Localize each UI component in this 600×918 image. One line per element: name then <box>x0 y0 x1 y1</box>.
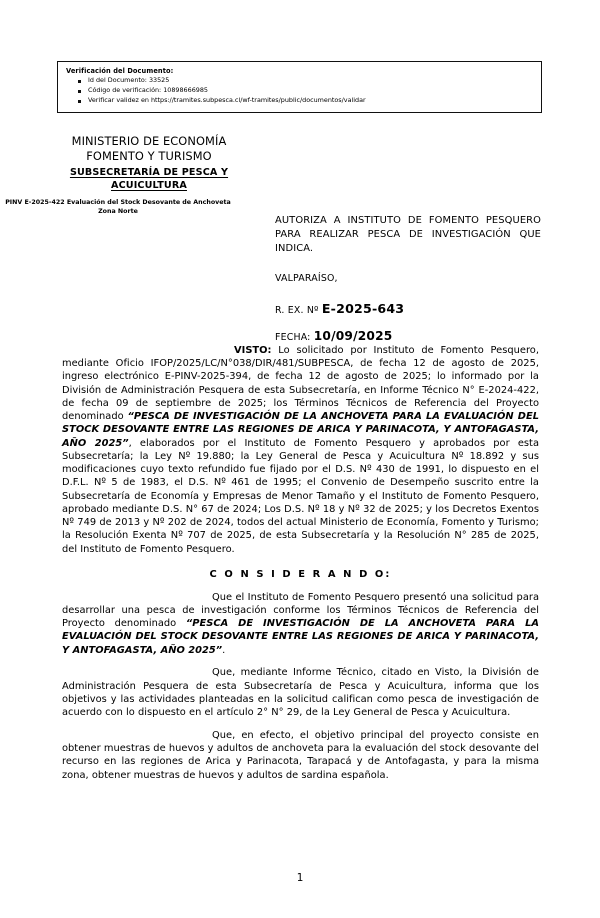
visto-text-part-2: , elaborados por el Instituto de Fomento Pesquero y aprobados por esta Subsecretaría; la Ley Nº 19.880; la Ley General de Pesca y Acuicultura Nº 18.892 y sus modificaciones cuyo texto refundido fue fijado por el D.S. Nº 430 de 1991, lo dispuesto en el D.F.L. Nº 5 de 1983, el D.S. Nº 461 de 1995; el Convenio de Desempeño suscrito entre la Subsecretaría de Economía y Empresas de Menor Tamaño y el Instituto de Fomento Pesquero, aprobado mediante D.S. N° 67 de 2024; Los D.S. Nº 18 y Nº 32 de 2025; y los Decretos Exentos Nº 749 de 2013 y Nº 202 de 2024, todos del actual Ministerio de Economía, Fomento y Turismo; la Resolución Exenta Nº 707 de 2025, de esta Subsecretaría y la Resolución N° 285 de 2025, del Instituto de Fomento Pesquero. <box>62 437 539 555</box>
resolution-number: E-2025-643 <box>321 301 405 317</box>
document-body <box>62 344 539 782</box>
resolution-line <box>275 301 541 316</box>
document-city: VALPARAÍSO, <box>275 273 338 285</box>
date-label: FECHA: <box>275 332 311 344</box>
paragraph-considerando-2: Que, mediante Informe Técnico, citado en Visto, la División de Administración Pesquera de esta Subsecretaría de Pesca y Acuicultura, informa que los objetivos y las actividades planteadas en la solicitud califican como pesca de investigación de acuerdo con lo dispuesto en el artículo 2° N° 29, de la Ley General de Pesca y Acuicultura. <box>62 667 539 719</box>
visto-text-part-1: Lo solicitado por Instituto de Fomento Pesquero, mediante Oficio IFOP/2025/LC/N°038/DIR/481/SUBPESCA, de fecha 12 de agosto de 2025, ingreso electrónico E-PINV-2025-394, de fecha 12 de agosto de 2025; lo informado por la División de Administración Pesquera de esta Subsecretaría, en Informe Técnico N° E-2024-422, de fecha 09 de septiembre de 2025; los Términos Técnicos de Referencia del Proyecto denominado <box>62 345 539 423</box>
considerando-1-text-part-1: Que el Instituto de Fomento Pesquero presentó una solicitud para desarrollar una pesca de investigación conforme los Términos Técnicos de Referencia del Proyecto denominado <box>62 591 539 630</box>
resolution-label: R. EX. Nº <box>275 305 319 317</box>
page-number: 1 <box>296 872 304 884</box>
considerando-heading: C O N S I D E R A N D O: <box>209 568 392 580</box>
date-value: 10/09/2025 <box>313 329 393 344</box>
verification-title: Verificación del Documento: <box>66 67 174 75</box>
subsecretaria-line-1: SUBSECRETARÍA DE PESCA Y <box>69 167 229 178</box>
considerando-1-text-part-2: . <box>222 644 226 656</box>
paragraph-considerando-1 <box>62 591 539 657</box>
ministry-line-2: FOMENTO Y TURISMO <box>86 149 212 164</box>
verification-list <box>66 76 535 106</box>
document-subject: AUTORIZA A INSTITUTO DE FOMENTO PESQUERO PARA REALIZAR PESCA DE INVESTIGACIÓN QUE INDICA. <box>275 215 541 255</box>
visto-label: VISTO: <box>234 345 272 356</box>
project-reference: PINV E-2025-422 Evaluación del Stock Desovante de Anchoveta Zona Norte <box>5 199 231 216</box>
subsecretaria-line-2: ACUICULTURA <box>111 179 187 191</box>
subsecretaria-heading <box>18 167 280 193</box>
verification-item-code: Código de verificación: 10898666985 <box>88 86 535 96</box>
paragraph-visto <box>62 344 539 556</box>
ministry-heading <box>18 134 280 164</box>
verification-item-document-id: Id del Documento: 33525 <box>88 76 535 86</box>
project-title-visto: “PESCA DE INVESTIGACIÓN DE LA ANCHOVETA PARA LA EVALUACIÓN DEL STOCK DESOVANTE ENTRE LAS REGIONES DE ARICA Y PARINACOTA, Y ANTOFAGASTA, AÑO 2025” <box>62 411 539 449</box>
verification-item-validate-url: Verificar validez en https://tramites.subpesca.cl/wf-tramites/public/documentos/validar <box>88 96 535 106</box>
project-title-considerando: “PESCA DE INVESTIGACIÓN DE LA ANCHOVETA PARA LA EVALUACIÓN DEL STOCK DESOVANTE ENTRE LAS REGIONES DE ARICA Y PARINACOTA, Y ANTOFAGASTA, AÑO 2025” <box>62 618 539 656</box>
paragraph-considerando-3: Que, en efecto, el objetivo principal del proyecto consiste en obtener muestras de huevos y adultos de anchoveta para la evaluación del stock desovante del recurso en las regiones de Arica y Parinacota, Tarapacá y de Antofagasta, y para la misma zona, obtener muestras de huevos y adultos de sardina española. <box>62 729 539 781</box>
date-line <box>275 329 541 343</box>
header-right-block <box>275 214 541 343</box>
ministry-line-1: MINISTERIO DE ECONOMÍA <box>71 134 227 148</box>
verification-box <box>57 61 542 113</box>
